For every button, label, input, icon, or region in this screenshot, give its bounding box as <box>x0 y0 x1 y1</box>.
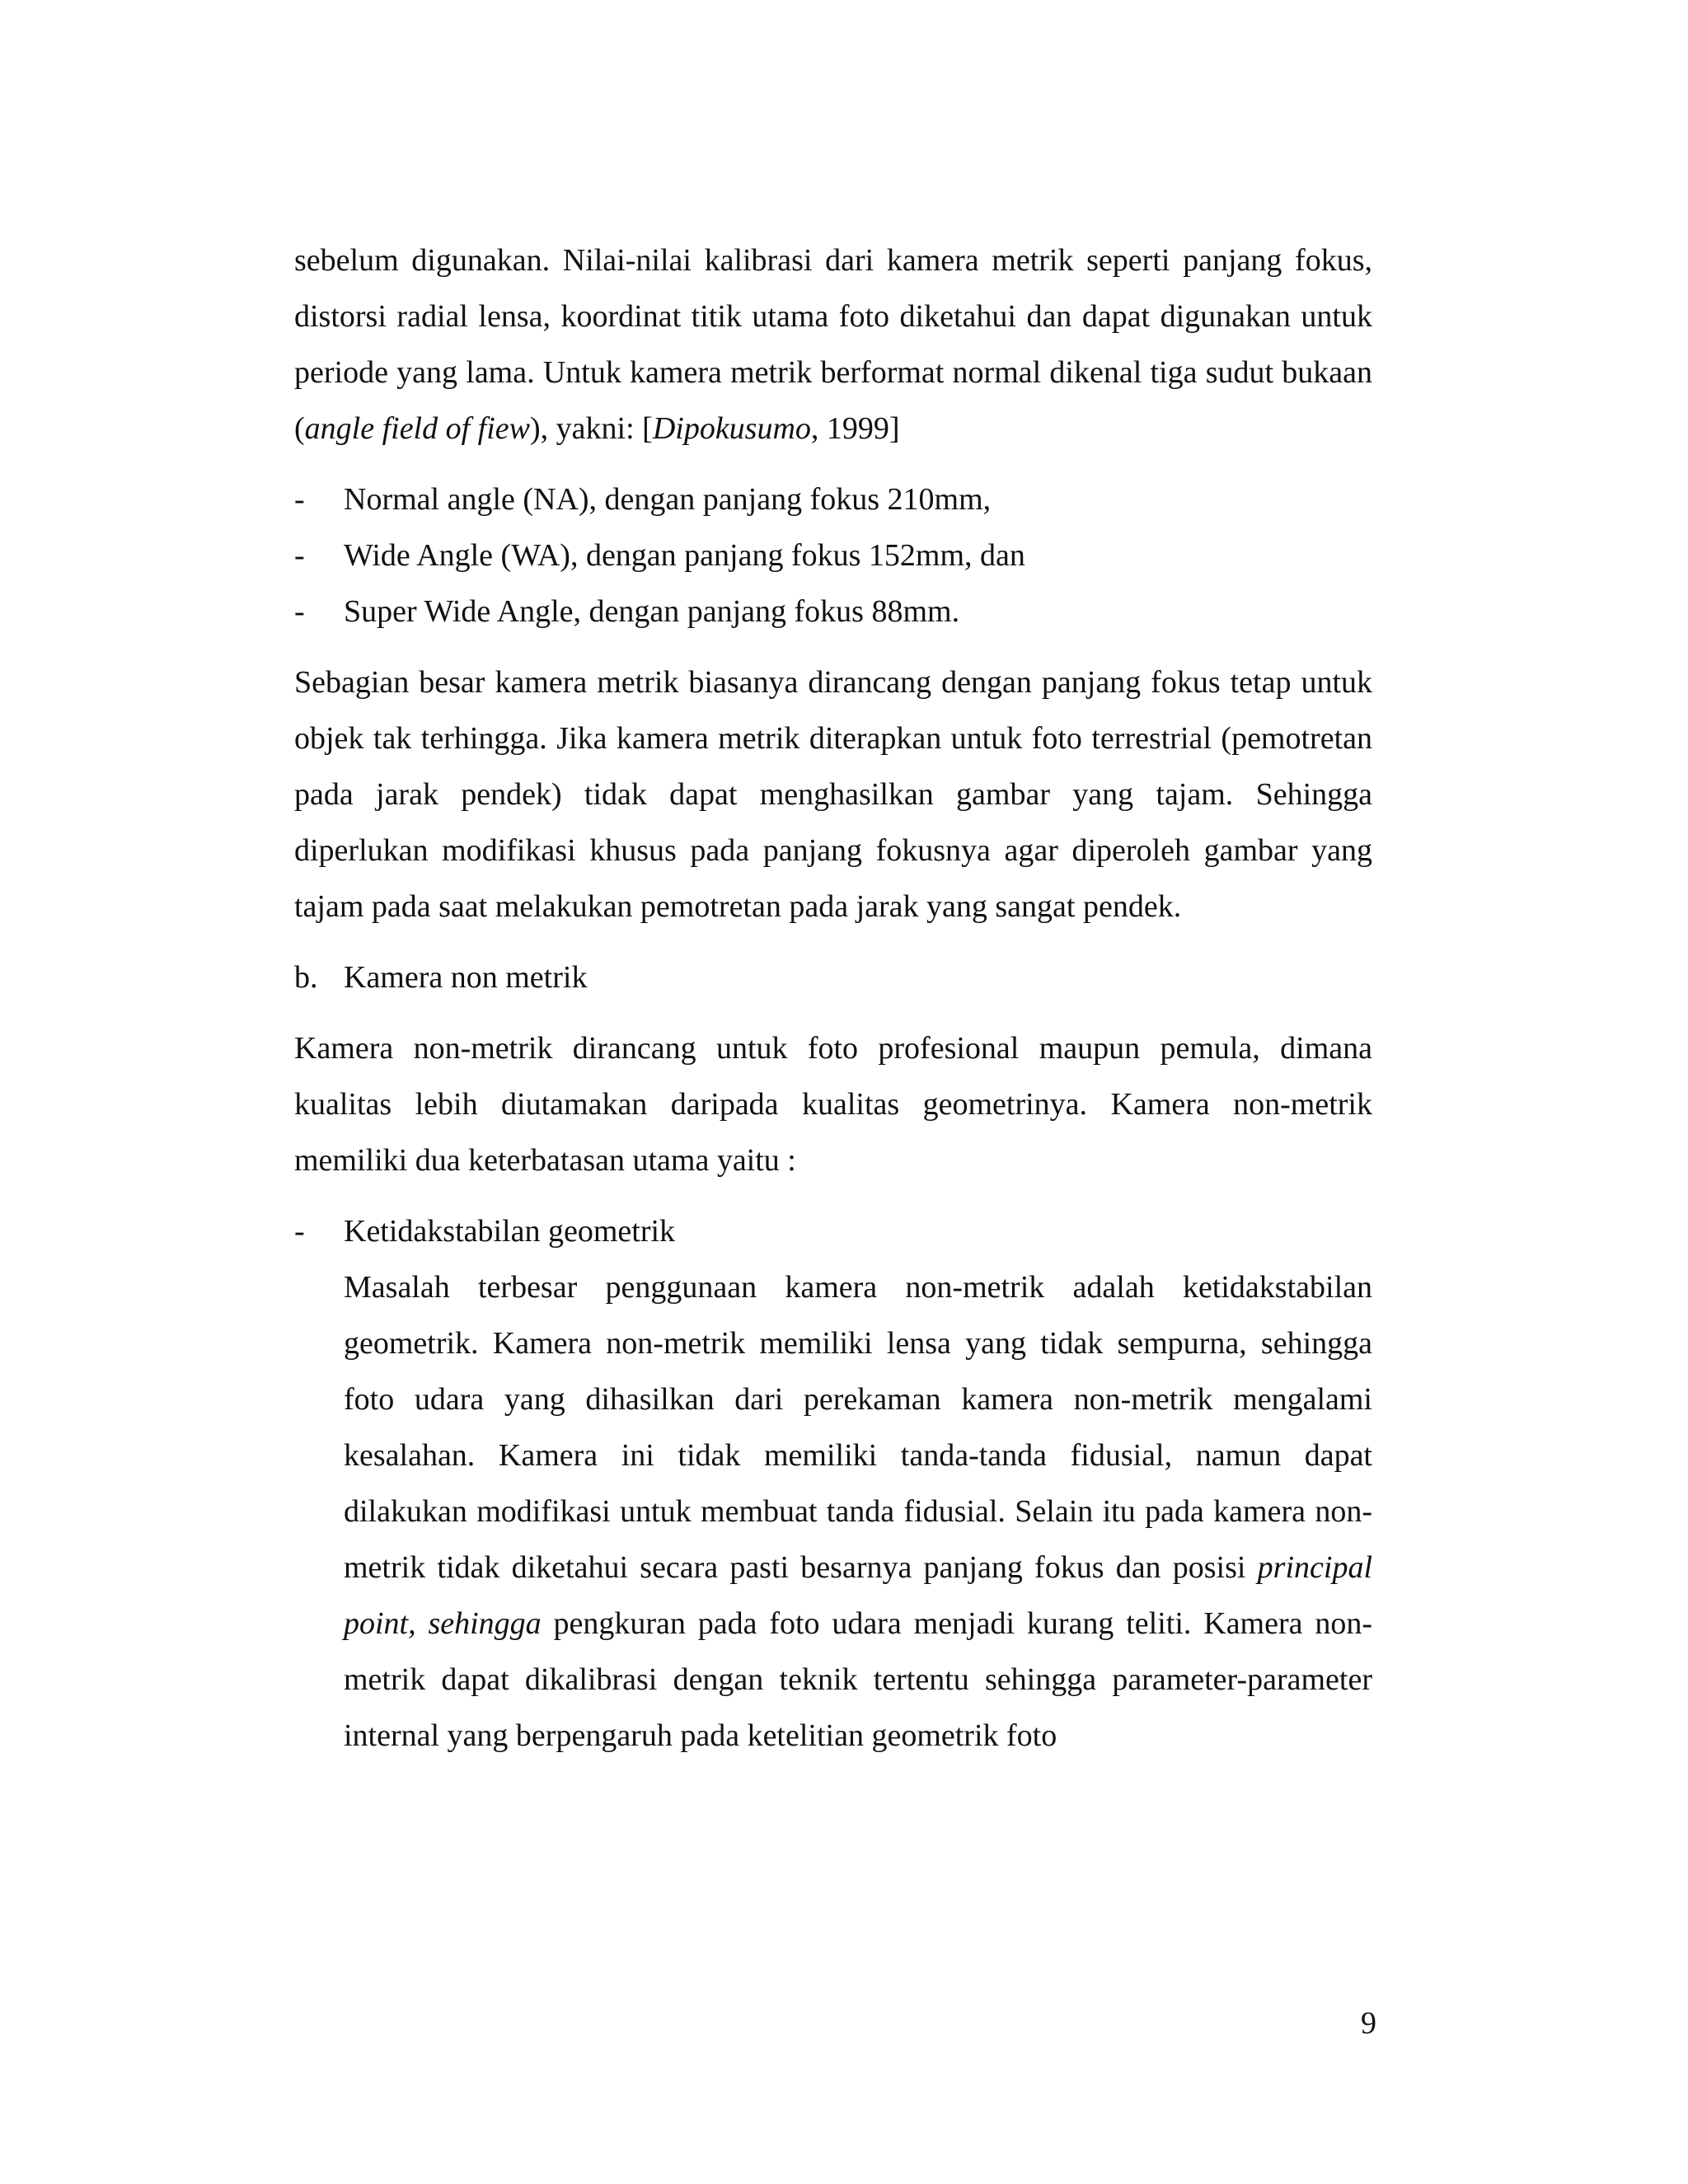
italic-term: angle field of fiew <box>304 411 531 446</box>
dash-marker: - <box>294 594 305 629</box>
subheading-non-metric-camera <box>294 949 1372 1005</box>
paragraph-text: ), yakni: [ <box>530 411 653 446</box>
citation-author: Dipokusumo <box>652 411 811 446</box>
dash-marker: - <box>294 482 305 517</box>
list-item-text: Super Wide Angle, dengan panjang fokus 88mm. <box>344 594 960 629</box>
italic-term: principal point, sehingga <box>344 1550 1372 1641</box>
limitation-title: Ketidakstabilan geometrik <box>344 1214 676 1249</box>
paragraph-non-metric-intro: Kamera non-metrik dirancang untuk foto profesional maupun pemula, dimana kualitas lebih diutamakan daripada kualitas geometrinya. Kamera non-metrik memiliki dua keterbatasan utama yaitu : <box>294 1031 1372 1178</box>
dash-marker: - <box>294 1214 305 1249</box>
list-item <box>294 471 1372 527</box>
citation-year: , 1999] <box>810 411 900 446</box>
list-item-text: Normal angle (NA), dengan panjang fokus 210mm, <box>344 482 992 517</box>
list-item-text: Wide Angle (WA), dengan panjang fokus 152mm, dan <box>344 538 1025 573</box>
dash-marker: - <box>294 538 305 573</box>
subheading-marker: b. <box>294 960 318 995</box>
page-number: 9 <box>1361 2006 1376 2041</box>
paragraph-text: Masalah terbesar penggunaan kamera non-metrik adalah ketidakstabilan geometrik. Kamera non-metrik memiliki lensa yang tidak sempurna, sehingga foto udara yang dihasilkan dari perekaman kamera non-metrik mengalami kesalahan. Kamera ini tidak memiliki tanda-tanda fidusial, namun dapat dilakukan modifikasi untuk membuat tanda fidusial. Selain itu pada kamera non-metrik tidak diketahui secara pasti besarnya panjang fokus dan posisi <box>344 1270 1372 1585</box>
paragraph-fixed-focus: Sebagian besar kamera metrik biasanya dirancang dengan panjang fokus tetap untuk objek tak terhingga. Jika kamera metrik diterapkan untuk foto terrestrial (pemotretan pada jarak pendek) tidak dapat menghasilkan gambar yang tajam. Sehingga diperlukan modifikasi khusus pada panjang fokusnya agar diperoleh gambar yang tajam pada saat melakukan pemotretan pada jarak yang sangat pendek. <box>294 665 1372 924</box>
paragraph-text: sebelum digunakan. Nilai-nilai kalibrasi dari kamera metrik seperti panjang fokus, distorsi radial lensa, koordinat titik utama foto diketahui dan dapat digunakan untuk periode yang lama. Untuk kamera metrik berformat normal dikenal tiga sudut bukaan ( <box>294 243 1372 446</box>
limitation-geometric-instability <box>294 1203 1372 1764</box>
list-item <box>294 527 1372 583</box>
list-item <box>294 583 1372 640</box>
angle-list <box>294 471 1372 640</box>
limitation-body <box>344 1259 1372 1764</box>
subheading-text: Kamera non metrik <box>344 960 588 995</box>
paragraph-metric-calibration <box>294 232 1372 457</box>
paragraph-text: pengkuran pada foto udara menjadi kurang teliti. Kamera non-metrik dapat dikalibrasi dengan teknik tertentu sehingga parameter-parameter internal yang berpengaruh pada ketelitian geometrik foto <box>344 1606 1373 1753</box>
page-content <box>294 232 1372 1764</box>
